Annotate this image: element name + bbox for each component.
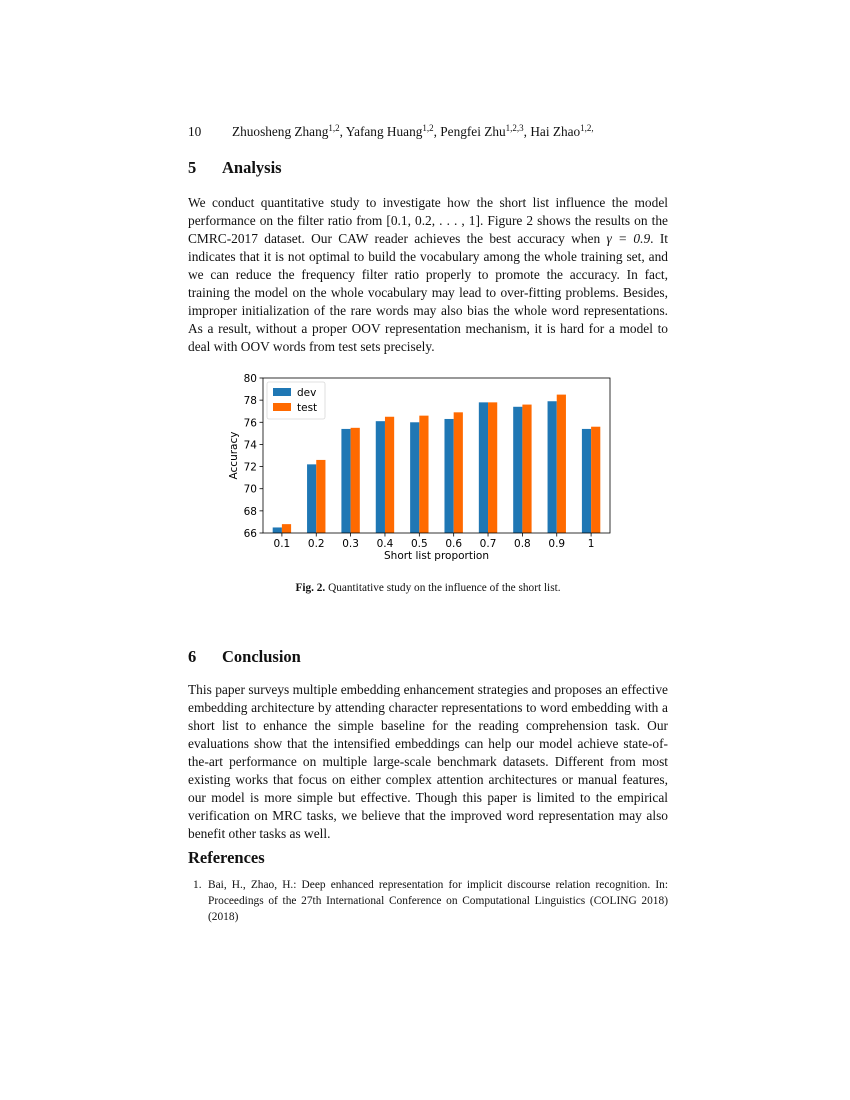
x-tick-label: 0.3: [342, 538, 359, 550]
references-heading: References: [188, 848, 265, 867]
reference-text: Bai, H., Zhao, H.: Deep enhanced representation for implicit discourse relation recognition. In: Proceedings of the 27th International Conference on Computational Linguistics (COLING 2018) (2018): [208, 879, 668, 923]
bar-dev-0.9: [548, 401, 557, 533]
page-number: 10: [188, 124, 202, 139]
author-2: Yafang Huang$^{1,2}$,: [345, 123, 441, 139]
gamma-expression: γ = 0.9: [606, 231, 651, 246]
bar-dev-0.6: [444, 419, 453, 533]
y-tick-label: 68: [243, 505, 257, 518]
bar-test-0.8: [522, 405, 531, 533]
x-tick-label: 0.6: [445, 538, 463, 550]
chart-legend: [267, 382, 325, 419]
y-tick-label: 78: [243, 395, 257, 408]
y-tick-label: 70: [243, 483, 257, 496]
x-tick-label: 0.8: [514, 538, 531, 550]
bar-test-0.2: [316, 460, 325, 533]
bar-test-0.3: [351, 428, 360, 533]
conclusion-title: Conclusion: [222, 647, 301, 666]
figure-label: Fig. 2.: [295, 582, 326, 594]
bar-test-0.4: [385, 417, 394, 533]
running-header: [188, 124, 668, 140]
y-tick-label: 76: [243, 417, 257, 430]
x-tick-label: 0.7: [479, 538, 497, 550]
x-tick-label: 0.2: [307, 538, 325, 550]
figure-caption-text: Quantitative study on the influence of the short list.: [328, 582, 561, 594]
x-tick-label: 0.9: [548, 538, 566, 550]
bar-test-0.6: [454, 412, 463, 533]
bar-test-0.9: [557, 395, 566, 533]
x-tick-label: 1: [587, 538, 595, 550]
y-tick-label: 80: [243, 373, 257, 385]
reference-item: [188, 877, 668, 925]
bar-test-0.5: [419, 416, 428, 533]
analysis-title: Analysis: [222, 158, 282, 177]
bar-dev-0.2: [307, 464, 316, 533]
legend-label-test: test: [297, 402, 318, 414]
legend-swatch-dev: [273, 388, 291, 396]
analysis-paragraph: We conduct quantitative study to investigate how the short list influence the model performance on the filter ratio from [0.1, 0.2, . . . , 1]. Figure 2 shows the results on the CMRC-2017 dataset. Our CAW reader achieves the best accuracy when γ = 0.9. It indicates that it is not optimal to build the vocabulary among the whole training set, and we can reduce the frequency filter ratio properly to promote the accuracy. In fact, training the model on the whole vocabulary may lead to over-fitting problems. Besides, improper initialization of the rare words may also bias the whole word representations. As a result, without a proper OOV representation mechanism, it is hard for a model to deal with OOV words from test sets precisely.: [188, 195, 669, 354]
x-tick-label: 0.5: [410, 538, 428, 550]
bar-test-0.7: [488, 402, 497, 533]
legend-label-dev: dev: [297, 387, 317, 399]
author-3: Pengfei Zhu$^{1,2,3}$,: [440, 123, 531, 139]
analysis-heading: [188, 158, 282, 178]
bar-dev-0.4: [376, 421, 385, 533]
reference-number: 1.: [193, 879, 202, 891]
bar-dev-0.8: [513, 407, 522, 533]
conclusion-heading: [188, 647, 301, 667]
short-list-bar-chart: [220, 368, 620, 568]
y-axis-label: Accuracy: [228, 431, 240, 480]
bar-test-0.1: [282, 524, 291, 533]
x-axis-label: Short list proportion: [384, 550, 489, 562]
bar-dev-0.1: [273, 527, 282, 533]
y-tick-label: 74: [243, 439, 257, 452]
conclusion-paragraph: This paper surveys multiple embedding enhancement strategies and proposes an effective embedding architecture by attending character representations to word embedding with a short list to enhance the simple baseline for the reading comprehension task. Our evaluations show that the intensified embeddings can help our model achieve state-of-the-art performance on multiple large-scale benchmark datasets. Different from most existing works that focus on either complex attention architectures or manual features, our model is more simple but effective. Though this paper is limited to the empirical verification on MRC tasks, we believe that the improved word representation may also benefit other tasks as well.: [188, 682, 668, 841]
figure-caption: [188, 582, 668, 594]
bar-dev-0.3: [341, 429, 350, 533]
bar-test-1: [591, 427, 600, 533]
bar-dev-0.5: [410, 422, 419, 533]
analysis-number: 5: [188, 158, 197, 177]
bar-dev-1: [582, 429, 591, 533]
x-tick-label: 0.1: [273, 538, 291, 550]
y-tick-label: 72: [243, 461, 257, 474]
legend-swatch-test: [273, 403, 291, 411]
author-4: Hai Zhao$^{1,2,}$: [530, 123, 594, 139]
conclusion-number: 6: [188, 647, 197, 666]
bar-dev-0.7: [479, 402, 488, 533]
y-tick-label: 66: [243, 528, 257, 540]
x-tick-label: 0.4: [376, 538, 394, 550]
author-1: Zhuosheng Zhang$^{1,2}$,: [232, 123, 346, 139]
